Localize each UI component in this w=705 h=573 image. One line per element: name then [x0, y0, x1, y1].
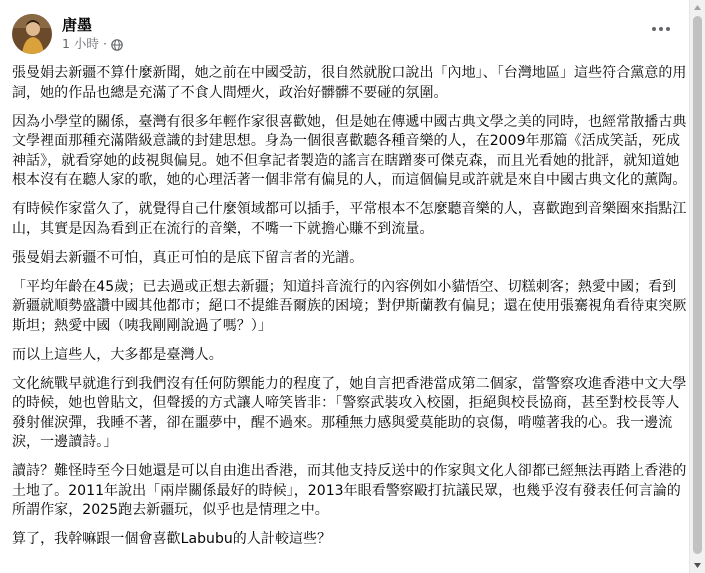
post-meta: [62, 16, 123, 52]
globe-icon[interactable]: [111, 38, 123, 50]
more-horizontal-icon: [651, 26, 671, 32]
post-paragraph: 張曼娟去新疆不算什麼新聞，她之前在中國受訪，很自然就脫口說出「內地」、「台灣地區」這些符合黨意的用詞，她的作品也總是充滿了不食人間煙火，政治好髒髒不要碰的氛圍。: [12, 65, 687, 101]
post-header: [12, 12, 123, 56]
separator-dot: ·: [102, 36, 107, 51]
post-paragraph: 算了，我幹嘛跟一個會喜歡Labubu的人計較這些？: [12, 531, 332, 547]
more-options-button[interactable]: [646, 18, 676, 40]
scroll-up-arrow[interactable]: [690, 0, 705, 15]
post-paragraph: 有時候作家當久了，就覺得自己什麼領域都可以插手，平常根本不怎麼聽音樂的人，喜歡跑到音樂圈來指點江山，其實是因為看到正在流行的音樂，不嘴一下就擔心賺不到流量。: [12, 201, 687, 237]
post-paragraph: 而以上這些人，大多都是臺灣人。: [12, 346, 223, 363]
post-subline: [62, 35, 123, 52]
post-paragraph: 讀詩？難怪時至今日她還是可以自由進出香港，而其他支持反送中的作家與文化人卻都已經無法再踏上香港的土地了。2011年說出「兩岸關係最好的時候」，2013年眼看警察毆打抗議民眾，也幾乎沒有發表任何言論的所謂作家，2025跑去新疆玩，似乎也是情理之中。: [12, 463, 687, 518]
post-body: [12, 64, 688, 559]
author-avatar[interactable]: [12, 14, 52, 54]
post-paragraph: 因為小學堂的關係，臺灣有很多年輕作家很喜歡她，但是她在傳遞中國古典文學之美的同時，也經常散播古典文學裡面那種充滿階級意識的封建思想。身為一個很喜歡聽各種音樂的人，在2009年那篇《活成笑話，死成神話》，就看穿她的歧視與偏見。她不但拿記者製造的謠言在瞎蹭麥可傑克森，而且光看她的批評，就知道她根本沒有在聽人家的歌，她的心理活著一個非常有偏見的人，而這個偏見或許就是來自中國古典文化的薰陶。: [12, 113, 687, 188]
post-paragraph: 文化統戰早就進行到我們沒有任何防禦能力的程度了，她自言把香港當成第二個家，當警察攻進香港中文大學的時候，她也曾貼文，但聲援的方式讓人啼笑皆非：「警察武裝攻入校園，拒絕與校長協商，甚至對校長等人發射催淚彈，我睡不著，卻在噩夢中，醒不過來。那種無力感與愛莫能助的哀傷，啃噬著我的心。我一邊流淚，一邊讀詩。」: [12, 375, 687, 450]
author-name[interactable]: 唐墨: [62, 16, 93, 34]
post-paragraph: 張曼娟去新疆不可怕，真正可怕的是底下留言者的光譜。: [12, 249, 364, 266]
post-paragraph: 「平均年齡在45歲；已去過或正想去新疆；知道抖音流行的內容例如小貓悟空、切糕刺客；熱愛中國；看到新疆就順勢盛讚中國其他都市；絕口不提維吾爾族的困境；對伊斯蘭教有偏見；還在使用張騫視角看待東突厥斯坦；熱愛中國（咦我剛剛說過了嗎？）」: [12, 278, 687, 334]
scrollbar-thumb[interactable]: [693, 16, 702, 554]
vertical-scrollbar[interactable]: [689, 0, 705, 573]
scroll-down-arrow[interactable]: [690, 558, 705, 573]
post-timestamp[interactable]: 1 小時: [62, 36, 99, 51]
